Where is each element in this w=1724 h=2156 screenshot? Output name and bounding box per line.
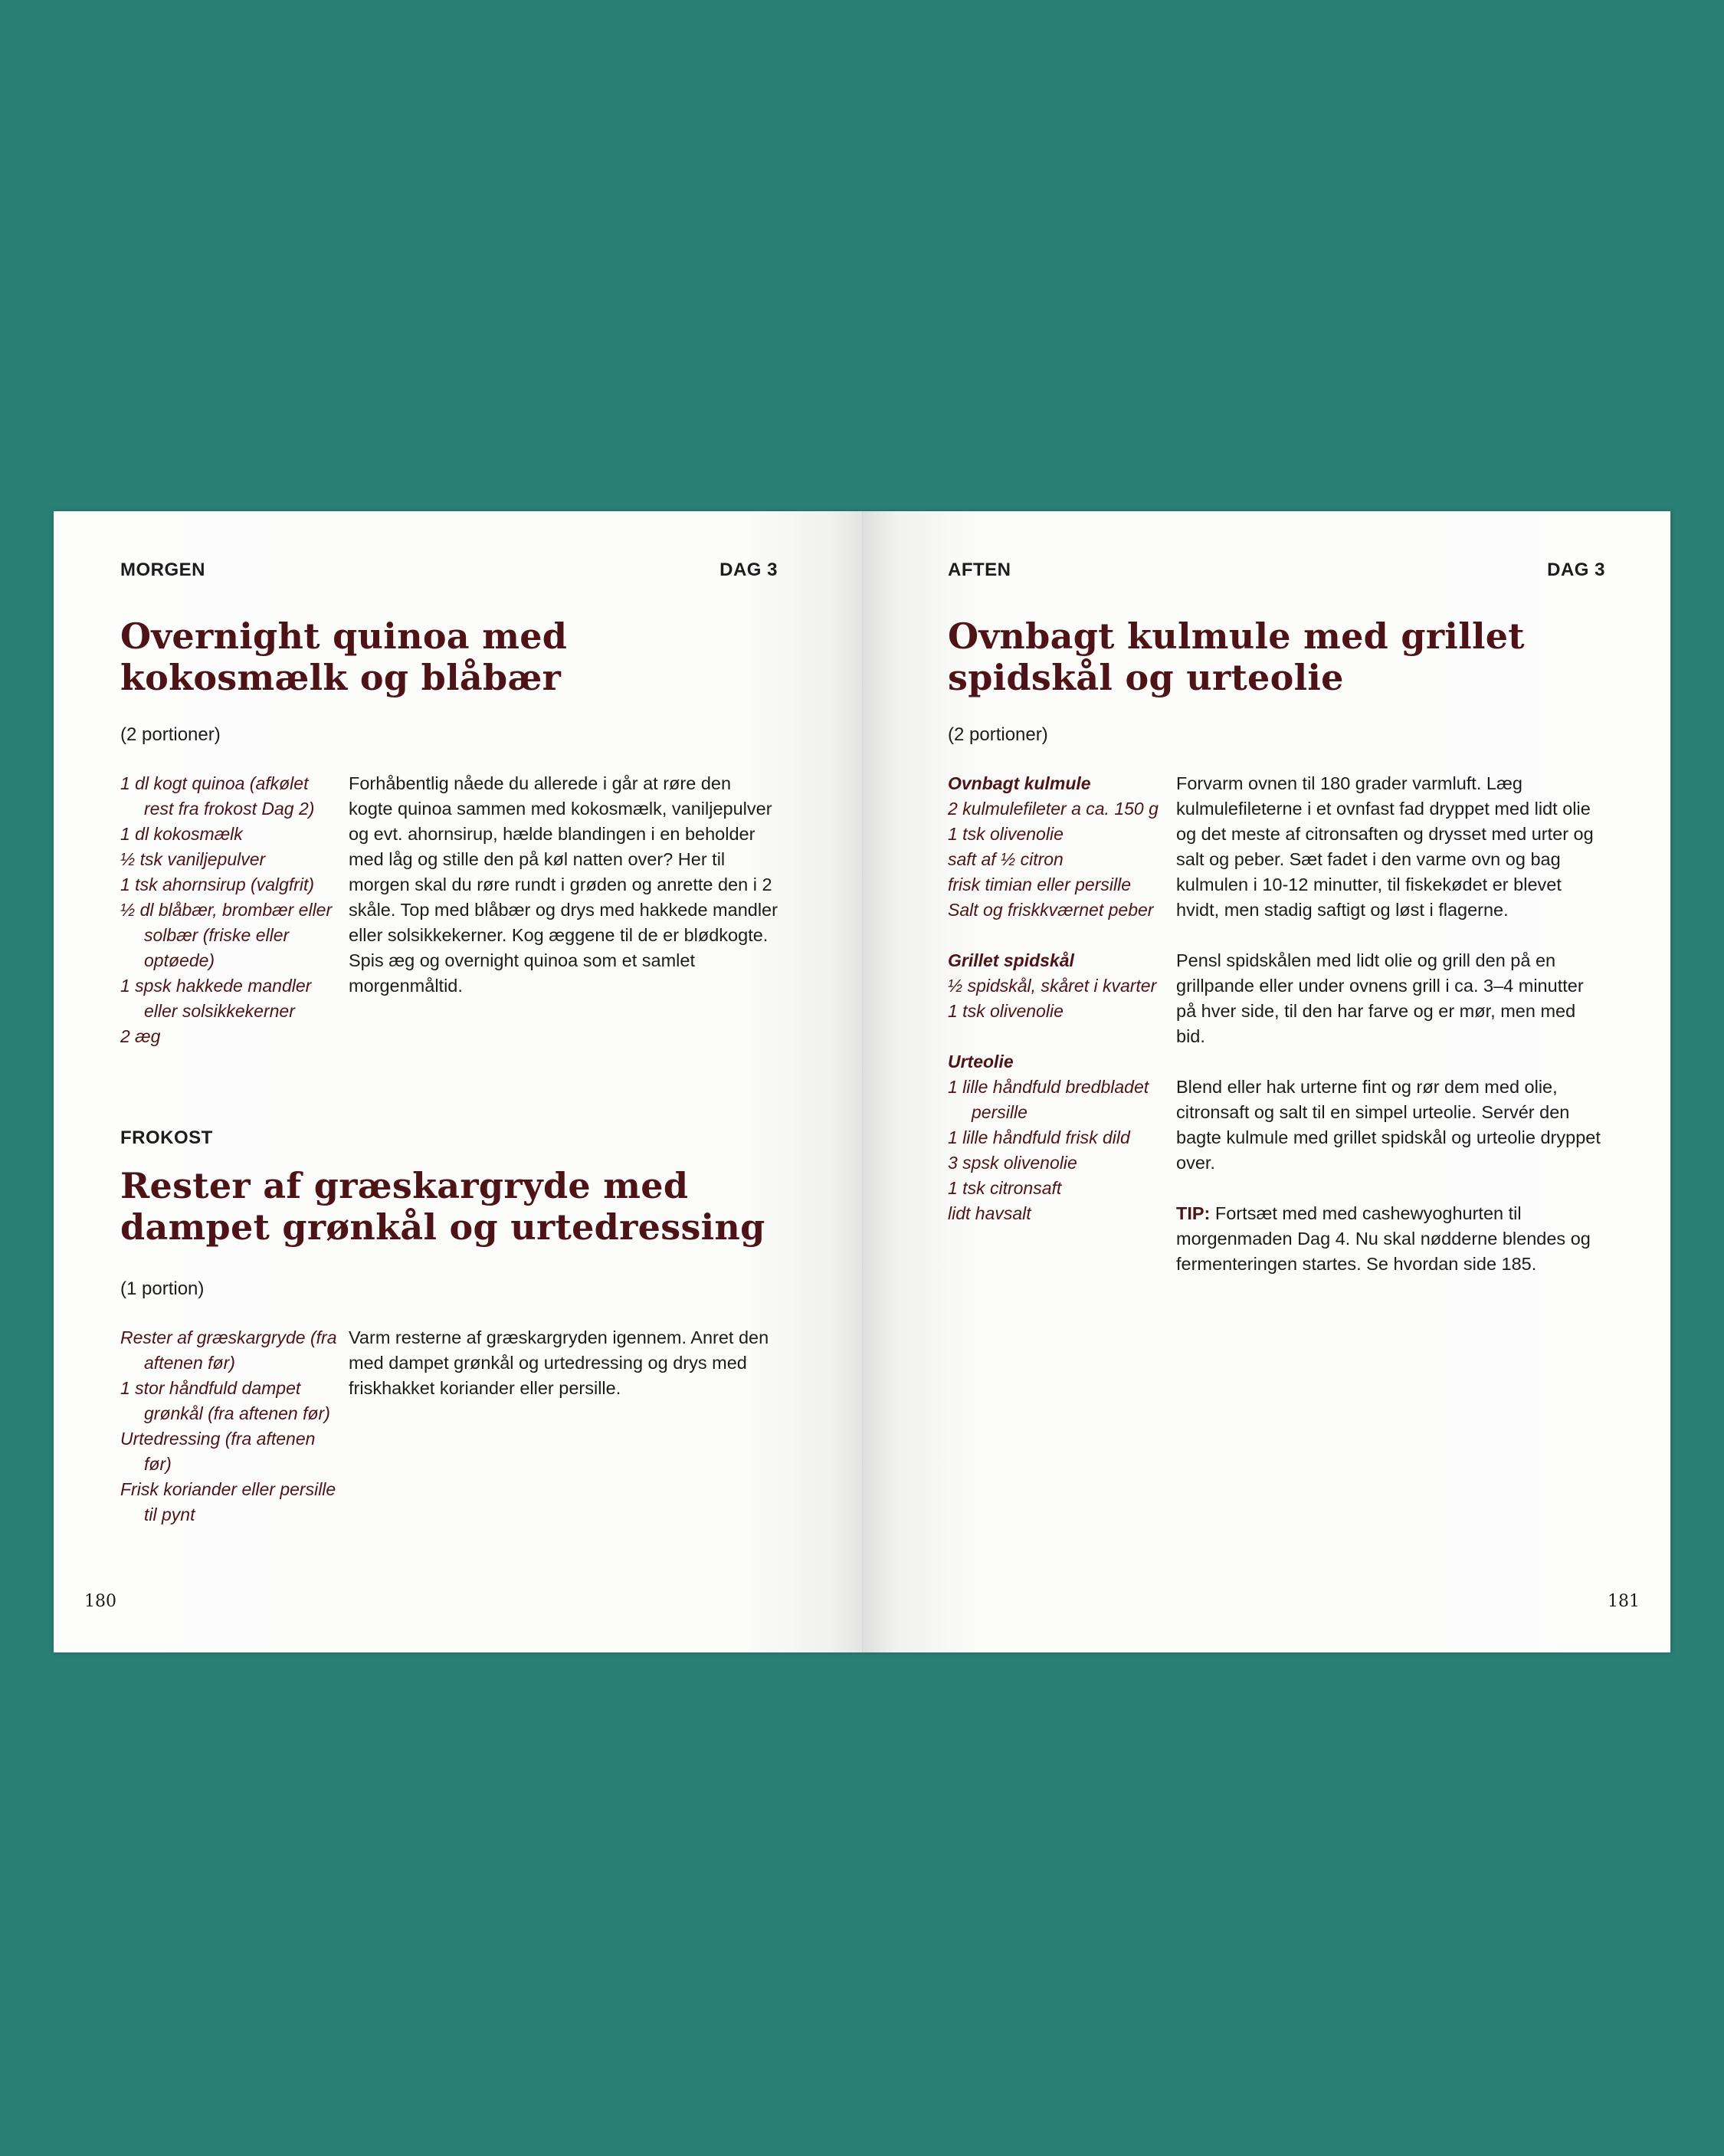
method-text <box>349 771 778 1024</box>
ingredient-item: Urtedressing (fra aftenen før) <box>120 1429 316 1474</box>
right-page <box>862 511 1670 1652</box>
ingredient-item: ½ dl blåbær, brombær eller solbær (friske eller optøede) <box>120 900 333 970</box>
title-line: spidskål og urteolie <box>948 657 1344 698</box>
ingredient-item: 1 tsk citronsaft <box>948 1178 1062 1198</box>
ingredient-item: 1 dl kogt quinoa (afkølet rest fra frokost Dag 2) <box>120 773 315 819</box>
method-paragraph: Forvarm ovnen til 180 grader varmluft. Læg kulmulefileterne i et ovnfast fad dryppet med lidt olie og det meste af citronsaften og drysset med urter og salt og peber. Sæt fadet i den varme ovn og bag kulmulen i 10-12 minutter, til fiskekødet er blevet hvidt, men stadig saftigt og løst i flagerne. <box>1176 773 1594 920</box>
ingredient-item: 2 kulmulefileter a ca. 150 g <box>948 799 1159 819</box>
left-page <box>54 511 862 1652</box>
ingredient-item: 1 lille håndfuld bredbladet persille <box>948 1077 1149 1122</box>
recipe-title <box>120 1165 778 1248</box>
ingredient-item: ½ spidskål, skåret i kvarter <box>948 976 1157 996</box>
ingredient-list <box>120 1325 339 1528</box>
ingredient-item: 1 tsk olivenolie <box>948 824 1064 844</box>
portion-size: (2 portioner) <box>120 724 221 745</box>
ingredient-item: ½ tsk vaniljepulver <box>120 849 266 869</box>
day-label: DAG 3 <box>1547 560 1605 580</box>
meal-label: MORGEN <box>120 560 205 580</box>
ingredient-item: lidt havsalt <box>948 1203 1031 1223</box>
title-line: Ovnbagt kulmule med grillet <box>948 615 1525 657</box>
ingredient-group-heading: Grillet spidskål <box>948 950 1074 970</box>
portion-size: (2 portioner) <box>948 724 1048 745</box>
book-spread <box>54 511 1671 1652</box>
title-line: Rester af græskargryde med <box>120 1165 689 1206</box>
spacer <box>948 1024 1166 1049</box>
running-header <box>120 560 778 581</box>
ingredient-list <box>948 771 1166 1226</box>
tip-label: TIP: <box>1176 1203 1211 1223</box>
title-line: Overnight quinoa med <box>120 615 568 657</box>
ingredient-item: saft af ½ citron <box>948 849 1064 869</box>
ingredient-item: 1 spsk hakkede mandler eller solsikkekerner <box>120 976 312 1021</box>
title-line: dampet grønkål og urtedressing <box>120 1206 765 1248</box>
method-paragraph: Varm resterne af græskargryden igennem. Anret den med dampet grønkål og urtedressing og drys med friskhakket koriander eller persille. <box>349 1327 769 1398</box>
method-paragraph: Blend eller hak urterne fint og rør dem med olie, citronsaft og salt til en simpel urteolie. Servér den bagte kulmule med grillet spidskål og urteolie dryppet over. <box>1176 1077 1601 1173</box>
ingredient-item: 1 dl kokosmælk <box>120 824 243 844</box>
day-label: DAG 3 <box>719 560 778 580</box>
ingredient-item: 1 tsk olivenolie <box>948 1001 1064 1021</box>
method-paragraph: Pensl spidskålen med lidt olie og grill den på en grillpande eller under ovnens grill i ca. 3–4 minutter på hver side, til den har farve og er mør, men med bid. <box>1176 950 1584 1046</box>
spacer <box>948 923 1166 948</box>
ingredient-item: Salt og friskkværnet peber <box>948 900 1154 920</box>
meal-label: FROKOST <box>120 1127 213 1148</box>
ingredient-item: 3 spsk olivenolie <box>948 1153 1077 1173</box>
recipe-title <box>120 615 778 698</box>
portion-size: (1 portion) <box>120 1278 205 1299</box>
running-header <box>948 560 1605 581</box>
title-line: kokosmælk og blåbær <box>120 657 562 698</box>
method-text <box>349 1325 778 1426</box>
ingredient-item: Frisk koriander eller persille til pynt <box>120 1479 336 1524</box>
method-text <box>1176 771 1605 1302</box>
page-number: 181 <box>1608 1592 1640 1611</box>
ingredient-item: 1 lille håndfuld frisk dild <box>948 1127 1130 1147</box>
method-paragraph: Forhåbentlig nåede du allerede i går at røre den kogte quinoa sammen med kokosmælk, vaniljepulver og evt. ahornsirup, hælde blandingen i en beholder med låg og stille den på køl natten over? Her til morgen skal du røre rundt i grøden og anrette den i 2 skåle. Top med blåbær og drys med hakkede mandler eller solsikkekerner. Kog æggene til de er blødkogte. Spis æg og overnight quinoa som et samlet morgenmåltid. <box>349 773 778 996</box>
recipe-title <box>948 615 1605 698</box>
ingredient-item: 1 stor håndfuld dampet grønkål (fra aftenen før) <box>120 1378 330 1423</box>
ingredient-item: Rester af græskargryde (fra aftenen før) <box>120 1327 337 1373</box>
ingredient-group-heading: Ovnbagt kulmule <box>948 773 1091 793</box>
ingredient-item: frisk timian eller persille <box>948 875 1132 894</box>
tip-paragraph <box>1176 1201 1605 1277</box>
ingredient-item: 1 tsk ahornsirup (valgfrit) <box>120 875 315 894</box>
meal-label: AFTEN <box>948 560 1011 580</box>
ingredient-list <box>120 771 339 1049</box>
ingredient-group-heading: Urteolie <box>948 1052 1014 1071</box>
page-number: 180 <box>84 1592 116 1611</box>
ingredient-item: 2 æg <box>120 1026 161 1046</box>
tip-text: Fortsæt med med cashewyoghurten til morgenmaden Dag 4. Nu skal nødderne blendes og fermenteringen startes. Se hvordan side 185. <box>1176 1203 1591 1274</box>
